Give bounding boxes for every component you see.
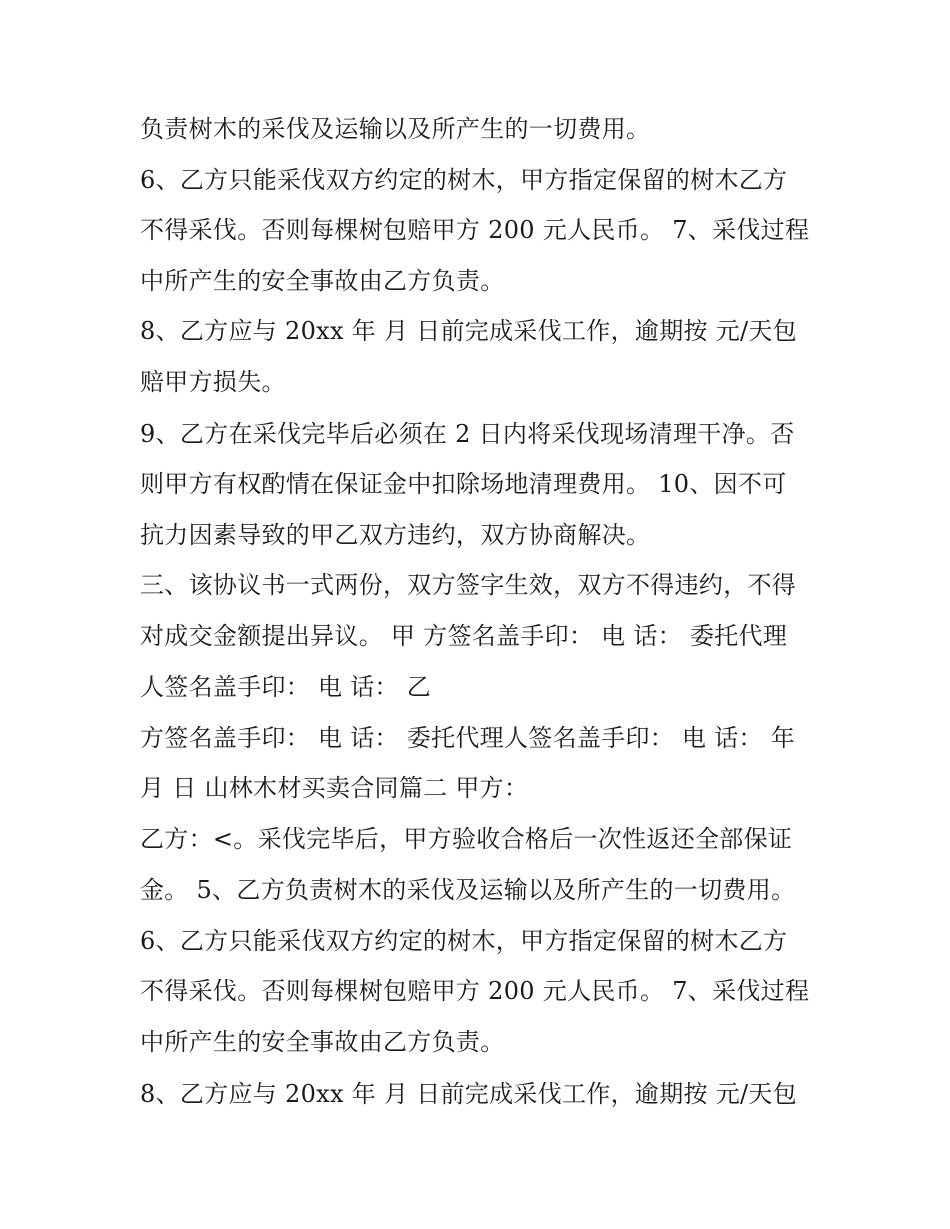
text-line: 6、乙方只能采伐双方约定的树木，甲方指定保留的树木乙方: [140, 166, 788, 194]
text-line: 中所产生的安全事故由乙方负责。: [140, 267, 505, 295]
text-line: 赔甲方损失。: [140, 368, 286, 396]
text-line: 则甲方有权酌情在保证金中扣除场地清理费用。 10、因不可: [140, 470, 787, 498]
text-line: 方签名盖手印： 电 话： 委托代理人签名盖手印： 电 话： 年: [140, 724, 796, 752]
text-line: 对成交金额提出异议。 甲 方签名盖手印： 电 话： 委托代理: [140, 622, 788, 650]
text-line: 抗力因素导致的甲乙双方违约，双方协商解决。: [140, 521, 651, 549]
text-line: 8、乙方应与 20xx 年 月 日前完成采伐工作，逾期按 元/天包: [140, 1080, 798, 1108]
text-line: 人签名盖手印： 电 话： 乙: [140, 673, 432, 701]
text-line: 中所产生的安全事故由乙方负责。: [140, 1028, 505, 1056]
text-line: 月 日 山林木材买卖合同篇二 甲方：: [140, 774, 529, 802]
text-line: 9、乙方在采伐完毕后必须在 2 日内将采伐现场清理干净。否: [140, 420, 795, 448]
text-line: 6、乙方只能采伐双方约定的树木，甲方指定保留的树木乙方: [140, 927, 788, 955]
text-line: 负责树木的采伐及运输以及所产生的一切费用。: [140, 115, 651, 143]
text-line: 金。 5、乙方负责树木的采伐及运输以及所产生的一切费用。: [140, 876, 796, 904]
text-line: 乙方：<。采伐完毕后，甲方验收合格后一次性返还全部保证: [140, 825, 793, 853]
text-line: 8、乙方应与 20xx 年 月 日前完成采伐工作，逾期按 元/天包: [140, 317, 798, 345]
text-line: 不得采伐。否则每棵树包赔甲方 200 元人民币。 7、采伐过程: [140, 977, 810, 1005]
text-line: 三、该协议书一式两份，双方签字生效，双方不得违约，不得: [140, 571, 797, 599]
text-line: 不得采伐。否则每棵树包赔甲方 200 元人民币。 7、采伐过程: [140, 216, 810, 244]
